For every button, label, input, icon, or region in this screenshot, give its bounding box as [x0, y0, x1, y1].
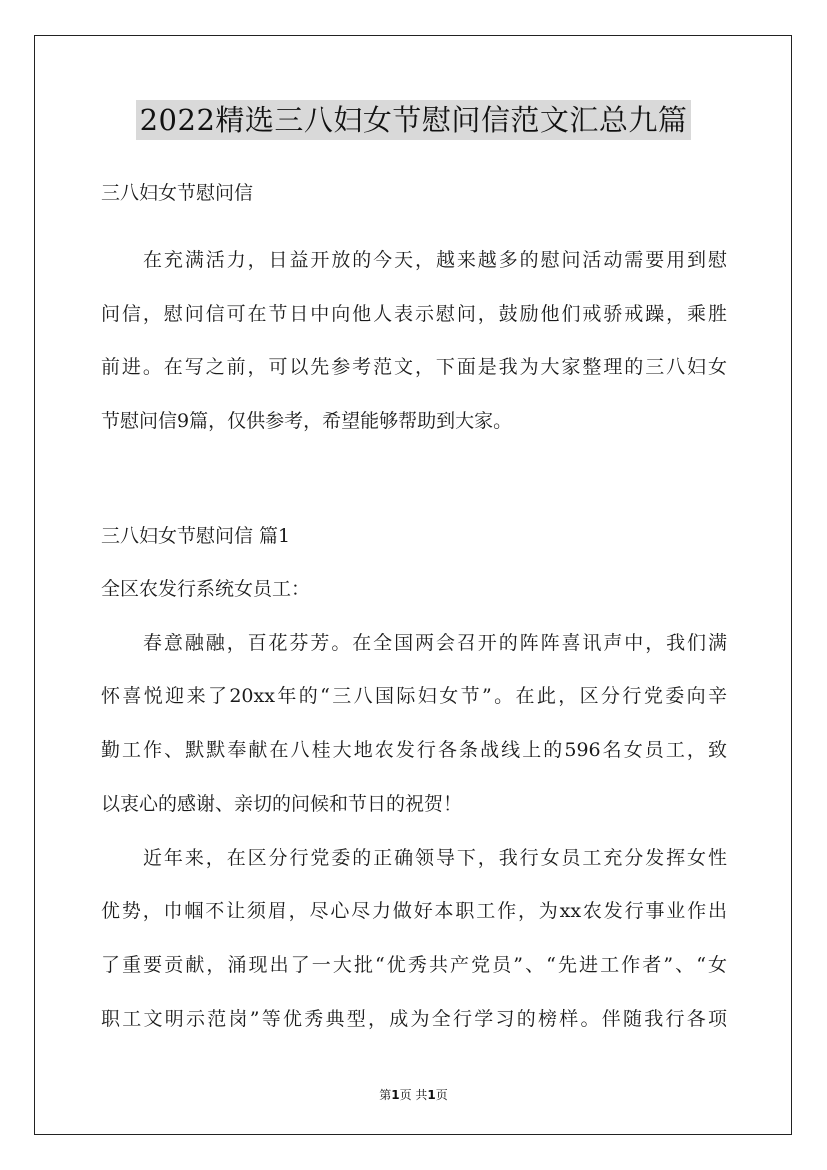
page-suffix: 页 [435, 1088, 448, 1102]
section-heading: 三八妇女节慰问信 篇1 [101, 524, 291, 547]
paragraph-line: 职工文明示范岗”等优秀典型，成为全行学习的榜样。伴随我行各项 [101, 1007, 727, 1030]
paragraph-line: 近年来，在区分行党委的正确领导下，我行女员工充分发挥女性 [143, 846, 727, 869]
page-current: 1 [391, 1088, 400, 1102]
page-prefix: 第 [379, 1088, 392, 1102]
paragraph-line: 以衷心的感谢、亲切的问候和节日的祝贺！ [101, 792, 463, 815]
paragraph-line: 勤工作、默默奉献在八桂大地农发行各条战线上的596名女员工，致 [101, 739, 727, 762]
paragraph-line: 问信，慰问信可在节日中向他人表示慰问，鼓励他们戒骄戒躁，乘胜 [101, 302, 727, 325]
page-total: 1 [427, 1088, 436, 1102]
body-paragraph [101, 617, 727, 832]
paragraph-line: 在充满活力，日益开放的今天，越来越多的慰问活动需要用到慰 [143, 249, 727, 271]
document-body [101, 173, 727, 1046]
paragraph-line: 春意融融，百花芬芳。在全国两会召开的阵阵喜讯声中，我们满 [143, 631, 727, 654]
intro-paragraph [101, 234, 727, 449]
page-mid: 页 共 [399, 1088, 428, 1102]
title-container [0, 100, 827, 140]
document-title: 2022精选三八妇女节慰问信范文汇总九篇 [136, 100, 692, 140]
paragraph-line: 了重要贡献，涌现出了一大批“优秀共产党员”、“先进工作者”、“女 [101, 953, 727, 976]
paragraph-line: 节慰问信9篇，仅供参考，希望能够帮助到大家。 [101, 410, 513, 433]
paragraph-line: 优势，巾帼不让须眉，尽心尽力做好本职工作，为xx农发行事业作出 [101, 900, 727, 923]
section-heading: 三八妇女节慰问信 [101, 182, 254, 204]
page-footer [0, 1086, 827, 1103]
salutation: 全区农发行系统女员工： [101, 577, 311, 600]
paragraph-line: 怀喜悦迎来了20xx年的“三八国际妇女节”。在此，区分行党委向辛 [101, 685, 727, 708]
paragraph-line: 前进。在写之前，可以先参考范文，下面是我为大家整理的三八妇女 [101, 356, 727, 379]
body-paragraph [101, 832, 727, 1047]
